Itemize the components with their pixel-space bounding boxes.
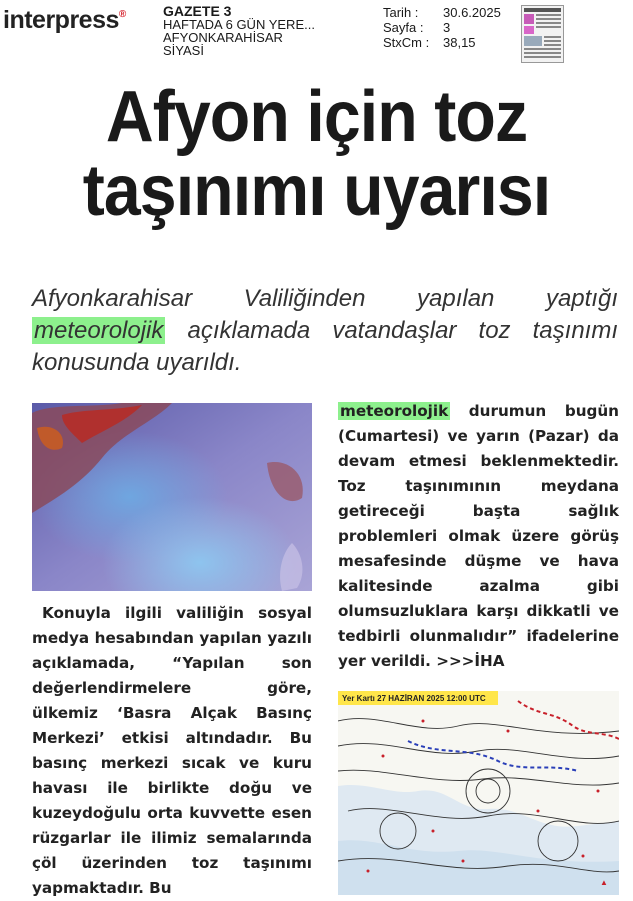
satellite-dust-photo — [32, 403, 312, 591]
region-label: AFYONKARAHİSAR — [163, 31, 283, 44]
body-text-right — [338, 399, 619, 674]
map-caption: Yer Kartı 27 HAZİRAN 2025 12:00 UTC — [342, 694, 486, 703]
headline-line-1: Afyon için toz — [105, 77, 528, 157]
body-text-right-main: durumun bugün (Cumartesi) ve yarın (Pazar) da devam etmesi beklenmektedir. Toz taşınımının meydana getireceği başta sağlık problemleri olmak üzere görüş mesafesinde düşme ve hava kalitesinde azalma gibi olumsuzluklara karşı dikkatli ve tedbirli olunmalıdır” ifadelerine yer verildi. >>>İHA — [338, 402, 619, 670]
article-reference: HAFTADA 6 GÜN YERE... — [163, 18, 315, 31]
registered-mark: ® — [118, 9, 126, 20]
stxcm-label: StxCm : — [383, 35, 430, 50]
page-thumbnail-icon — [522, 6, 563, 62]
lead-text-1: Afyonkarahisar Valiliğinden yapılan yaptığı — [32, 285, 618, 312]
clipping-info — [163, 5, 373, 57]
stxcm-value: 38,15 — [443, 35, 476, 50]
page-value: 3 — [443, 20, 451, 35]
lead-text-2: açıklamada vatandaşlar toz taşınımı konusunda uyarıldı. — [32, 317, 618, 376]
left-column — [32, 403, 312, 901]
body-text-left: Konuyla ilgili valiliğin sosyal medya hesabından yapılan yazılı açıklamada, “Yapılan son değerlendirmelere göre, ülkemiz ‘Basra Alçak Basınç Merkezi’ etkisi altındadır. Bu basınç merkezi sıcak ve kuru havası ile birlikte doğu ve kuzeydoğulu orta kuvvette esen rüzgarlar ile ilimiz semalarında çöl üzerinden toz taşınımı yapmaktadır. Bu — [32, 604, 312, 897]
interpress-logo — [3, 6, 126, 35]
weather-map — [338, 691, 619, 895]
stxcm-row — [383, 35, 515, 50]
logo-text: interpress — [3, 6, 119, 34]
page-row — [383, 20, 515, 35]
map-logo-icon: ▲ — [600, 878, 608, 887]
right-column — [338, 399, 619, 895]
clipping-metadata — [383, 5, 515, 50]
lead-paragraph — [32, 283, 618, 379]
headline — [25, 77, 607, 231]
page-label: Sayfa : — [383, 20, 424, 35]
date-value: 30.6.2025 — [443, 5, 501, 20]
date-row — [383, 5, 515, 20]
publication-name: GAZETE 3 — [163, 5, 232, 18]
date-label: Tarih : — [383, 5, 419, 20]
page-thumbnail[interactable] — [521, 5, 564, 63]
category-label: SİYASİ — [163, 44, 204, 57]
body-highlight: meteorolojik — [340, 402, 449, 420]
lead-highlight: meteorolojik — [34, 317, 164, 344]
headline-line-2: taşınımı uyarısı — [82, 151, 551, 231]
